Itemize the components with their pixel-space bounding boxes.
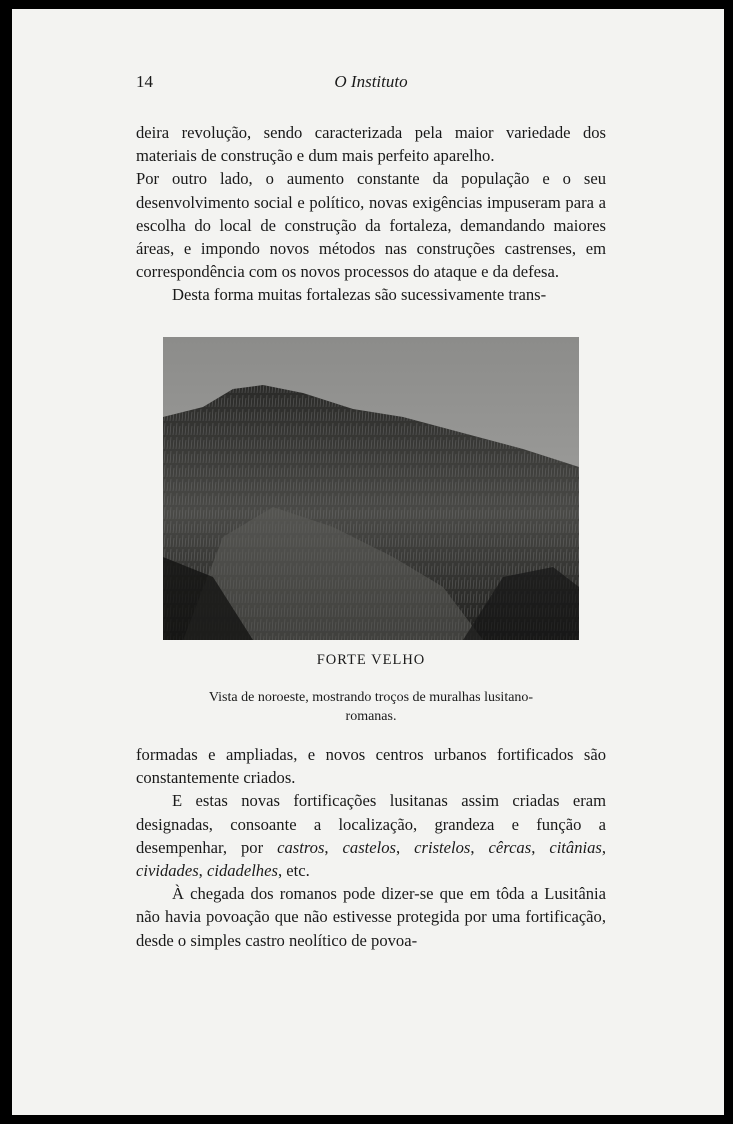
figure-caption: Vista de noroeste, mostrando troços de muralhas lusitano-romanas. <box>208 690 534 724</box>
forte-velho-photo <box>163 337 579 640</box>
paragraph: Por outro lado, o aumento constante da população e o seu desenvolvimento social e político, novas exigências impuseram para a escolha do local de construção da fortaleza, demandando maiores áreas, e impondo novos métodos nas construções castrenses, em correspondência com os novos processos do ataque e da defesa. <box>136 169 606 282</box>
text-block-bottom <box>136 743 606 952</box>
paragraph: À chegada dos romanos pode dizer-se que em tôda a Lusitânia não havia povoação que não estivesse protegida por uma fortificação, desde o simples castro neolítico de povoa- <box>136 884 606 950</box>
term: cêrcas <box>488 837 532 857</box>
page-number: 14 <box>136 72 153 91</box>
hillside-image <box>163 337 579 640</box>
paragraph: E estas novas fortificações lusitanas assim criadas eram designadas, consoante a localização, grandeza e função a desempenhar, por castros, castelos, cristelos, cêrcas, citânias, cividades, cidadelhes, etc. <box>136 791 607 881</box>
paragraph: deira revolução, sendo caracterizada pela maior variedade dos materiais de construção e dum mais perfeito aparelho. <box>136 123 606 166</box>
term: castelos <box>342 837 397 857</box>
text-block-top <box>136 121 606 307</box>
term: cristelos <box>414 837 471 857</box>
running-title: O Instituto <box>334 72 408 91</box>
term: castros <box>277 837 325 857</box>
term: citânias <box>549 837 602 857</box>
paragraph: formadas e ampliadas, e novos centros urbanos fortificados são constantemente criados. <box>136 745 606 788</box>
term: cidadelhes <box>206 861 278 881</box>
paragraph: Desta forma muitas fortalezas são sucessivamente trans- <box>172 285 547 305</box>
figure-title: FORTE VELHO <box>316 652 426 668</box>
term: cividades <box>136 861 199 881</box>
paragraph-tail: etc. <box>286 861 310 881</box>
paragraph-lead: E estas novas fortificações lusitanas assim criadas eram designadas, consoante a localização, grandeza e função a desempenhar, por <box>136 791 606 857</box>
